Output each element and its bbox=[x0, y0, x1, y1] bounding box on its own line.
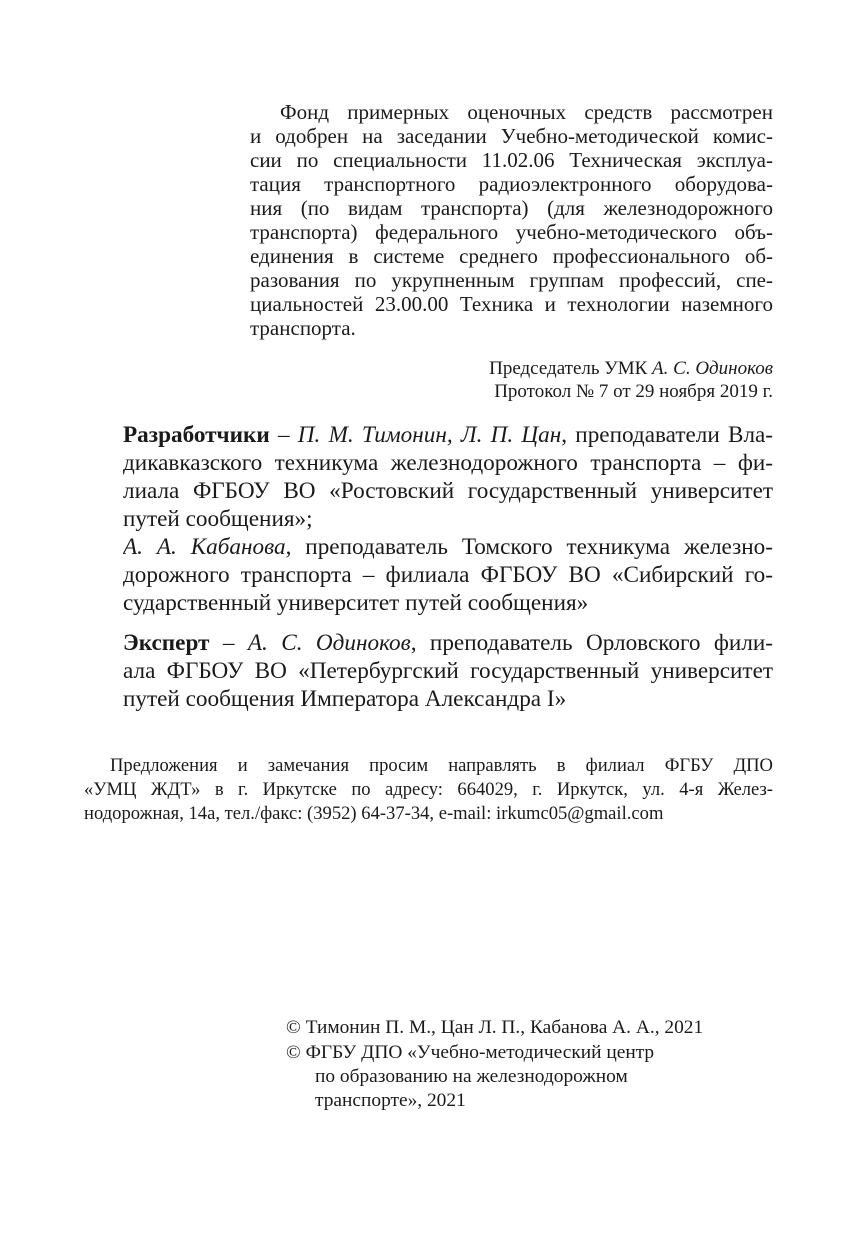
expert-name: А. С. Одиноков bbox=[247, 630, 411, 656]
developers-text: , преподаватели Вла- bbox=[561, 422, 773, 448]
approval-text: транспорта. bbox=[250, 316, 356, 340]
approval-line bbox=[250, 124, 773, 149]
expert-line-start bbox=[123, 630, 773, 656]
expert-line bbox=[123, 630, 773, 658]
expert-text: путей сообщения Императора Александра I» bbox=[123, 686, 567, 712]
approval-line bbox=[280, 100, 773, 125]
copyright-line: © Тимонин П. М., Цан Л. П., Кабанова А. А., 2021 bbox=[286, 1017, 704, 1038]
developers-text: сударственный университет путей сообщения» bbox=[123, 590, 589, 616]
developers-text: дорожного транспорта – филиала ФГБОУ ВО «Сибирский го- bbox=[123, 562, 773, 588]
expert-line bbox=[123, 658, 773, 686]
approval-line bbox=[250, 220, 773, 245]
developers-line bbox=[123, 478, 773, 506]
developers-text: путей сообщения»; bbox=[123, 506, 313, 532]
approval-text: Фонд примерных оценочных средств рассмотрен bbox=[280, 100, 773, 124]
developers-line bbox=[123, 422, 773, 450]
developers-line bbox=[123, 450, 773, 478]
chair-name: А. С. Одиноков bbox=[652, 358, 773, 379]
copyright-line: по образованию на железнодорожном bbox=[315, 1066, 628, 1087]
contact-text: Предложения и замечания просим направлять в филиал ФГБУ ДПО bbox=[110, 755, 773, 776]
contact-line bbox=[110, 755, 773, 777]
developers-line-start bbox=[123, 422, 773, 448]
approval-text: ния (по видам транспорта) (для железнодорожного bbox=[250, 196, 773, 220]
chair-label: Председатель УМК bbox=[489, 358, 648, 379]
approval-line bbox=[250, 148, 773, 173]
approval-line bbox=[250, 244, 773, 269]
developers-text: лиала ФГБОУ ВО «Ростовский государственный университет bbox=[123, 478, 773, 504]
developers-line bbox=[123, 534, 773, 562]
approval-text: сии по специальности 11.02.06 Техническая эксплуа- bbox=[250, 148, 773, 172]
contact-text: нодорожная, 14а, тел./факс: (3952) 64-37-34, e-mail: irkumc05@gmail.com bbox=[84, 803, 664, 824]
developers-line bbox=[123, 506, 773, 533]
developers-line-start bbox=[123, 534, 773, 560]
approval-line bbox=[250, 316, 773, 341]
approval-text: разования по укрупненным группам профессий, спе- bbox=[250, 268, 773, 292]
protocol-line: Протокол № 7 от 29 ноября 2019 г. bbox=[494, 381, 773, 402]
developers-text: дикавказского техникума железнодорожного транспорта – фи- bbox=[123, 450, 773, 476]
developers-label: Разработчики bbox=[123, 422, 270, 448]
developers-line bbox=[123, 590, 773, 617]
developers-text: , преподаватель Томского техникума железно- bbox=[285, 534, 773, 560]
developers-dash: – bbox=[277, 422, 290, 448]
approval-line bbox=[250, 172, 773, 197]
expert-text: , преподаватель Орловского фили- bbox=[410, 630, 773, 656]
expert-dash: – bbox=[222, 630, 235, 656]
approval-text: тация транспортного радиоэлектронного оборудова- bbox=[250, 172, 773, 196]
approval-text: единения в системе среднего профессионального об- bbox=[250, 244, 773, 268]
approval-text: транспорта) федерального учебно-методического объ- bbox=[250, 220, 773, 244]
expert-text: ала ФГБОУ ВО «Петербургский государственный университет bbox=[123, 658, 773, 684]
approval-text: и одобрен на заседании Учебно-методической комис- bbox=[250, 124, 773, 148]
contact-line bbox=[84, 803, 773, 825]
contact-text: «УМЦ ЖДТ» в г. Иркутске по адресу: 664029, г. Иркутск, ул. 4-я Желез- bbox=[84, 779, 773, 800]
approval-line bbox=[250, 196, 773, 221]
approval-line bbox=[250, 292, 773, 317]
approval-line bbox=[250, 268, 773, 293]
copyright-line: транспорте», 2021 bbox=[315, 1090, 466, 1111]
developer-name: А. А. Кабанова bbox=[123, 534, 286, 560]
contact-line bbox=[84, 779, 773, 801]
expert-line bbox=[123, 686, 773, 713]
expert-label: Эксперт bbox=[123, 630, 210, 656]
chair-line bbox=[489, 358, 773, 380]
approval-text: циальностей 23.00.00 Техника и технологии наземного bbox=[250, 292, 773, 316]
developers-names: П. М. Тимонин, Л. П. Цан bbox=[297, 422, 562, 448]
copyright-line: © ФГБУ ДПО «Учебно-методический центр bbox=[286, 1042, 655, 1063]
developers-line bbox=[123, 562, 773, 590]
